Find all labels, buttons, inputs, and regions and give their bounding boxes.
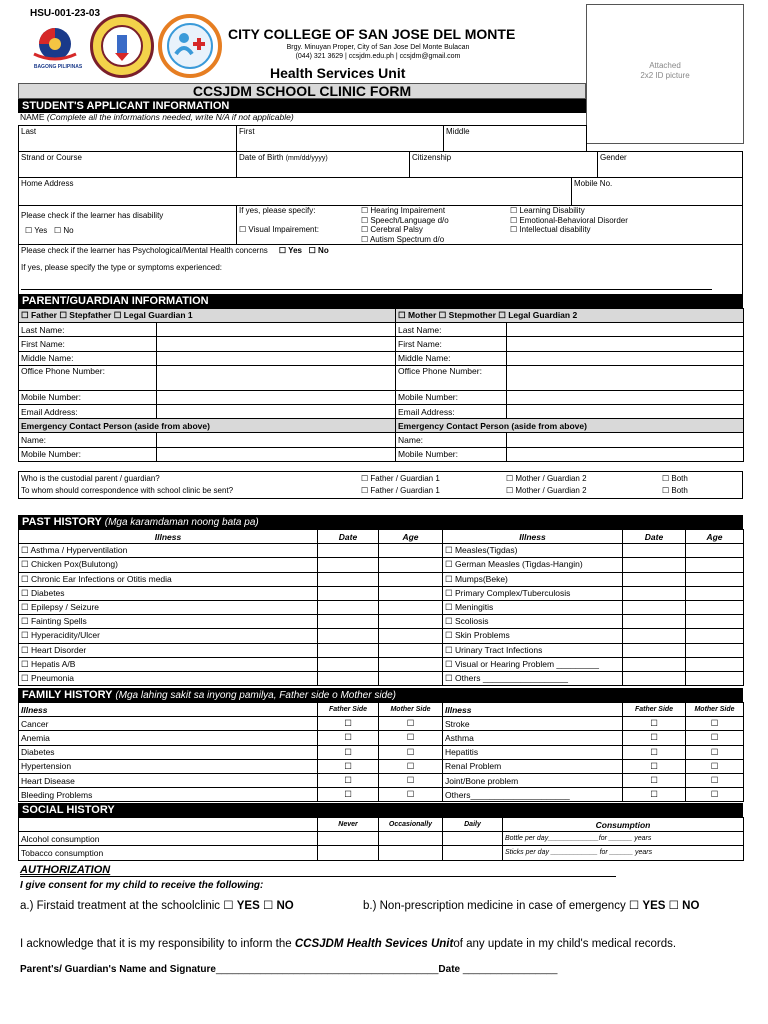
family-illness-left: Anemia: [19, 731, 318, 745]
family-mother-header-left: Mother Side: [379, 703, 443, 717]
mobile-label: Mobile No.: [574, 179, 613, 188]
bagong-pilipinas-logo: [28, 24, 82, 70]
g1-last-input[interactable]: [157, 323, 396, 337]
medicine-yes-checkbox[interactable]: YES: [642, 900, 666, 912]
family-illness-left: Diabetes: [19, 745, 318, 759]
tobacco-never[interactable]: [318, 846, 379, 860]
past-age-left[interactable]: [379, 671, 443, 685]
past-age-left[interactable]: [379, 558, 443, 572]
table-row: [19, 773, 744, 787]
past-date-header-right: Date: [623, 530, 686, 544]
visual-impairment-checkbox[interactable]: ☐ Visual Impairement:: [239, 225, 319, 234]
medicine-no-box[interactable]: ☐: [668, 900, 683, 912]
tobacco-label: Tobacco consumption: [19, 846, 318, 860]
correspondence-question: To whom should correspondence with school clinic be sent?: [21, 486, 234, 495]
table-row: [19, 586, 744, 600]
past-age-right[interactable]: [686, 600, 744, 614]
college-address: Brgy. Minuyan Proper, City of San Jose Del Monte Bulacan: [286, 44, 470, 51]
table-row: [19, 337, 744, 351]
id-picture-box[interactable]: [586, 4, 744, 144]
past-age-right[interactable]: [686, 558, 744, 572]
family-father-checkbox-left[interactable]: ☐: [318, 731, 379, 745]
dob-field[interactable]: [236, 151, 410, 178]
medicine-label: b.) Non-prescription medicine in case of emergency ☐: [363, 900, 643, 912]
past-date-left[interactable]: [318, 572, 379, 586]
em2-name-label: Name:: [396, 433, 507, 447]
social-history-header: SOCIAL HISTORY: [18, 803, 743, 817]
family-father-header-right: Father Side: [623, 703, 686, 717]
past-illness-right[interactable]: ☐ Mumps(Beke): [443, 572, 623, 586]
past-history-head-row: [19, 530, 744, 544]
correspond-mother-checkbox[interactable]: ☐ Mother / Guardian 2: [506, 486, 587, 495]
unit-title: Health Services Unit: [270, 65, 406, 81]
id-picture-label-1: Attached: [649, 61, 681, 70]
table-row: [19, 447, 744, 461]
family-father-checkbox-left[interactable]: ☐: [318, 773, 379, 787]
g2-email-input[interactable]: [507, 404, 744, 418]
consent-statement: I give consent for my child to receive the following:: [20, 880, 264, 891]
social-never-header: Never: [318, 818, 379, 832]
tobacco-consumption[interactable]: Sticks per day ____________ for ______ years: [503, 846, 744, 860]
first-name-label: First: [239, 127, 255, 136]
table-row: [19, 323, 744, 337]
past-date-header-left: Date: [318, 530, 379, 544]
table-row: [19, 629, 744, 643]
past-illness-left[interactable]: ☐ Chicken Pox(Bulutong): [19, 558, 318, 572]
family-history-title: FAMILY HISTORY: [22, 689, 116, 701]
medicine-no-checkbox[interactable]: NO: [682, 900, 700, 912]
g1-office-input[interactable]: [157, 365, 396, 390]
past-date-right[interactable]: [623, 600, 686, 614]
ack-unit-name: CCSJDM Health Sevices Unit: [294, 938, 454, 950]
disability-no-checkbox[interactable]: ☐ No: [53, 226, 74, 235]
custodial-father-checkbox[interactable]: ☐ Father / Guardian 1: [361, 474, 440, 483]
table-row: [19, 433, 744, 447]
alcohol-daily[interactable]: [443, 832, 503, 846]
home-address-field[interactable]: [18, 177, 572, 206]
acknowledgement: [20, 938, 676, 950]
g2-last-label: Last Name:: [396, 323, 507, 337]
family-history-subtitle: (Mga lahing sakit sa inyong pamilya, Father side o Mother side): [115, 690, 397, 701]
family-illness-right: Others_____________________: [443, 788, 623, 802]
past-date-right[interactable]: [623, 558, 686, 572]
past-illness-right[interactable]: ☐ Primary Complex/Tuberculosis: [443, 586, 623, 600]
g1-email-label: Email Address:: [19, 404, 157, 418]
past-illness-right[interactable]: ☐ Skin Problems: [443, 629, 623, 643]
past-date-right[interactable]: [623, 643, 686, 657]
autism-checkbox[interactable]: ☐ Autism Spectrum d/o: [361, 234, 445, 244]
family-mother-checkbox-right[interactable]: ☐: [686, 717, 744, 731]
family-illness-right: Joint/Bone problem: [443, 773, 623, 787]
family-illness-left: Heart Disease: [19, 773, 318, 787]
date-label: Date: [438, 964, 463, 975]
firstaid-no-checkbox[interactable]: NO: [276, 900, 294, 912]
custodial-question: Who is the custodial parent / guardian?: [21, 474, 160, 483]
past-illness-left[interactable]: ☐ Pneumonia: [19, 671, 318, 685]
family-illness-left: Hypertension: [19, 759, 318, 773]
signature-label: Parent's/ Guardian's Name and Signature: [20, 964, 216, 975]
authorization-title: AUTHORIZATION: [20, 864, 616, 877]
table-row: [19, 615, 744, 629]
family-illness-header-left: Illness: [19, 703, 318, 717]
disability-question-cell: [18, 205, 237, 245]
bagong-pilipinas-text: BAGONG PILIPINAS: [33, 64, 83, 70]
g2-email-label: Email Address:: [396, 404, 507, 418]
past-date-right[interactable]: [623, 615, 686, 629]
past-age-left[interactable]: [379, 544, 443, 558]
em1-name-label: Name:: [19, 433, 157, 447]
past-age-right[interactable]: [686, 586, 744, 600]
custodial-cell: [18, 471, 743, 499]
past-date-left[interactable]: [318, 586, 379, 600]
family-father-checkbox-right[interactable]: ☐: [623, 745, 686, 759]
family-illness-right: Hepatitis: [443, 745, 623, 759]
table-row: [19, 365, 744, 390]
alcohol-occasionally[interactable]: [379, 832, 443, 846]
past-age-right[interactable]: [686, 671, 744, 685]
past-illness-right[interactable]: ☐ Meningitis: [443, 600, 623, 614]
table-row: [19, 731, 744, 745]
family-mother-checkbox-right[interactable]: ☐: [686, 731, 744, 745]
social-daily-header: Daily: [443, 818, 503, 832]
past-age-right[interactable]: [686, 615, 744, 629]
past-illness-left[interactable]: ☐ Asthma / Hyperventilation: [19, 544, 318, 558]
college-contact: (044) 321 3629 | ccsjdm.edu.ph | ccsjdm@gmail.com: [295, 53, 461, 60]
custodial-both-checkbox[interactable]: ☐ Both: [662, 474, 688, 483]
past-age-left[interactable]: [379, 615, 443, 629]
past-illness-left[interactable]: ☐ Hyperacidity/Ulcer: [19, 629, 318, 643]
intellectual-checkbox[interactable]: ☐ Intellectual disability: [510, 225, 591, 234]
cerebral-checkbox[interactable]: ☐ Cerebral Palsy: [361, 225, 423, 234]
past-date-right[interactable]: [623, 657, 686, 671]
emotional-checkbox[interactable]: ☐ Emotional-Behavioral Disorder: [510, 215, 628, 225]
family-illness-right: Stroke: [443, 717, 623, 731]
last-name-label: Last: [21, 127, 37, 136]
family-illness-right: Asthma: [443, 731, 623, 745]
correspond-both-checkbox[interactable]: ☐ Both: [662, 486, 688, 495]
speech-checkbox[interactable]: ☐ Speech/Language d/o: [361, 215, 449, 225]
past-illness-left[interactable]: ☐ Diabetes: [19, 586, 318, 600]
family-illness-left: Cancer: [19, 717, 318, 731]
gender-field[interactable]: [597, 151, 743, 178]
past-age-right[interactable]: [686, 629, 744, 643]
family-father-checkbox-right[interactable]: ☐: [623, 717, 686, 731]
table-row: [19, 745, 744, 759]
past-age-right[interactable]: [686, 657, 744, 671]
em2-name-input[interactable]: [507, 433, 744, 447]
emergency-header-row: [19, 419, 744, 433]
family-mother-checkbox-left[interactable]: ☐: [379, 717, 443, 731]
g1-email-input[interactable]: [157, 404, 396, 418]
g2-last-input[interactable]: [507, 323, 744, 337]
family-father-header-left: Father Side: [318, 703, 379, 717]
name-note-label: NAME: [20, 112, 47, 122]
signature-line: [20, 964, 557, 975]
college-seal-icon: [90, 14, 154, 78]
table-row: [19, 657, 744, 671]
custodial-mother-checkbox[interactable]: ☐ Mother / Guardian 2: [506, 474, 587, 483]
firstaid-yes-checkbox[interactable]: YES: [236, 900, 260, 912]
past-illness-right[interactable]: ☐ Others __________________: [443, 671, 623, 685]
g1-middle-input[interactable]: [157, 351, 396, 365]
family-father-checkbox-right[interactable]: ☐: [623, 788, 686, 802]
mental-specify-line[interactable]: [21, 289, 712, 290]
ack-part-1: I acknowledge that it is my responsibility to inform the: [20, 938, 295, 950]
table-row: [19, 351, 744, 365]
g2-mobile-input[interactable]: [507, 390, 744, 404]
family-mother-checkbox-right[interactable]: ☐: [686, 759, 744, 773]
name-note: [20, 112, 294, 122]
disability-question: Please check if the learner has disability: [21, 211, 164, 220]
past-illness-header-right: Illness: [443, 530, 623, 544]
family-mother-checkbox-left[interactable]: ☐: [379, 773, 443, 787]
past-age-right[interactable]: [686, 544, 744, 558]
guardian-2-type[interactable]: ☐ Mother ☐ Stepmother ☐ Legal Guardian 2: [396, 309, 744, 323]
home-address-label: Home Address: [21, 179, 74, 188]
table-row: [19, 832, 744, 846]
first-name-field[interactable]: [236, 125, 444, 152]
family-father-checkbox-left[interactable]: ☐: [318, 759, 379, 773]
table-row: [19, 572, 744, 586]
g1-first-label: First Name:: [19, 337, 157, 351]
family-mother-checkbox-right[interactable]: ☐: [686, 788, 744, 802]
alcohol-consumption[interactable]: Bottle per day_____________for ______ years: [503, 832, 744, 846]
past-age-right[interactable]: [686, 572, 744, 586]
past-illness-right[interactable]: ☐ Visual or Hearing Problem _________: [443, 657, 623, 671]
past-age-left[interactable]: [379, 629, 443, 643]
past-date-left[interactable]: [318, 657, 379, 671]
past-date-left[interactable]: [318, 558, 379, 572]
tobacco-occasionally[interactable]: [379, 846, 443, 860]
table-row: [19, 846, 744, 860]
past-age-left[interactable]: [379, 600, 443, 614]
past-date-right[interactable]: [623, 671, 686, 685]
past-illness-right[interactable]: ☐ Scoliosis: [443, 615, 623, 629]
family-mother-checkbox-left[interactable]: ☐: [379, 731, 443, 745]
past-illness-left[interactable]: ☐ Fainting Spells: [19, 615, 318, 629]
family-father-checkbox-right[interactable]: ☐: [623, 731, 686, 745]
social-consumption-header: Consumption: [503, 818, 744, 832]
guardian-type-row: [19, 309, 744, 323]
family-mother-checkbox-right[interactable]: ☐: [686, 773, 744, 787]
g2-office-label: Office Phone Number:: [396, 365, 507, 390]
past-illness-left[interactable]: ☐ Heart Disorder: [19, 643, 318, 657]
g1-first-input[interactable]: [157, 337, 396, 351]
past-illness-right[interactable]: ☐ German Measles (Tigdas-Hangin): [443, 558, 623, 572]
social-occasionally-header: Occasionally: [379, 818, 443, 832]
past-date-left[interactable]: [318, 643, 379, 657]
date-input[interactable]: _________________: [462, 964, 558, 975]
emergency-1-header: Emergency Contact Person (aside from above): [19, 419, 396, 433]
family-father-checkbox-left[interactable]: ☐: [318, 788, 379, 802]
dob-format: (mm/dd/yyyy): [285, 155, 328, 162]
past-illness-left[interactable]: ☐ Chronic Ear Infections or Otitis media: [19, 572, 318, 586]
past-date-right[interactable]: [623, 629, 686, 643]
past-age-header-right: Age: [686, 530, 744, 544]
past-date-right[interactable]: [623, 572, 686, 586]
past-history-title: PAST HISTORY: [22, 516, 105, 528]
past-age-left[interactable]: [379, 586, 443, 600]
student-section-header: STUDENT'S APPLICANT INFORMATION: [18, 99, 586, 113]
past-date-left[interactable]: [318, 671, 379, 685]
ack-part-2: of any update in my child's medical records.: [453, 938, 677, 950]
table-row: [19, 717, 744, 731]
form-code: HSU-001-23-03: [30, 8, 101, 19]
past-date-right[interactable]: [623, 544, 686, 558]
past-illness-left[interactable]: ☐ Epilepsy / Seizure: [19, 600, 318, 614]
alcohol-label: Alcohol consumption: [19, 832, 318, 846]
past-history-subtitle: (Mga karamdaman noong bata pa): [104, 517, 259, 528]
signature-input[interactable]: ________________________________________: [215, 964, 439, 975]
citizenship-field[interactable]: [409, 151, 598, 178]
past-age-header-left: Age: [379, 530, 443, 544]
family-father-checkbox-right[interactable]: ☐: [623, 773, 686, 787]
family-father-checkbox-left[interactable]: ☐: [318, 745, 379, 759]
family-mother-checkbox-left[interactable]: ☐: [379, 788, 443, 802]
past-date-left[interactable]: [318, 544, 379, 558]
past-age-left[interactable]: [379, 572, 443, 586]
guardian-section-header: PARENT/GUARDIAN INFORMATION: [18, 294, 743, 308]
g1-middle-label: Middle Name:: [19, 351, 157, 365]
gender-label: Gender: [600, 153, 627, 162]
em2-mobile-input[interactable]: [507, 447, 744, 461]
family-mother-header-right: Mother Side: [686, 703, 744, 717]
mental-specify-label: If yes, please specify the type or symptoms experienced:: [21, 263, 222, 272]
college-name: CITY COLLEGE OF SAN JOSE DEL MONTE: [228, 26, 516, 42]
firstaid-no-box[interactable]: ☐: [262, 900, 277, 912]
middle-name-field[interactable]: [443, 125, 587, 152]
family-illness-header-right: Illness: [443, 703, 623, 717]
family-history-table: [18, 702, 744, 802]
past-date-right[interactable]: [623, 586, 686, 600]
g2-mobile-label: Mobile Number:: [396, 390, 507, 404]
table-row: [19, 544, 744, 558]
g1-mobile-label: Mobile Number:: [19, 390, 157, 404]
table-row: [19, 404, 744, 418]
mental-yes-checkbox[interactable]: ☐ Yes: [278, 246, 302, 255]
table-row: [19, 759, 744, 773]
past-age-right[interactable]: [686, 643, 744, 657]
emergency-2-header: Emergency Contact Person (aside from above): [396, 419, 744, 433]
g2-office-input[interactable]: [507, 365, 744, 390]
name-note-instruction: (Complete all the informations needed, write N/A if not applicable): [46, 112, 294, 122]
mental-no-checkbox[interactable]: ☐ No: [308, 246, 329, 255]
family-father-checkbox-left[interactable]: ☐: [318, 717, 379, 731]
disability-yes-checkbox[interactable]: ☐ Yes: [25, 226, 48, 235]
health-unit-seal-icon: [158, 14, 222, 78]
correspond-father-checkbox[interactable]: ☐ Father / Guardian 1: [361, 486, 440, 495]
social-blank-header: [19, 818, 318, 832]
past-age-left[interactable]: [379, 657, 443, 671]
g1-office-label: Office Phone Number:: [19, 365, 157, 390]
past-date-left[interactable]: [318, 615, 379, 629]
g1-mobile-input[interactable]: [157, 390, 396, 404]
past-history-table: [18, 529, 744, 686]
family-illness-left: Bleeding Problems: [19, 788, 318, 802]
tobacco-daily[interactable]: [443, 846, 503, 860]
past-illness-right[interactable]: ☐ Urinary Tract Infections: [443, 643, 623, 657]
strand-label: Strand or Course: [21, 153, 82, 162]
hearing-checkbox[interactable]: ☐ Hearing Impairement: [361, 206, 446, 215]
past-age-left[interactable]: [379, 643, 443, 657]
g2-first-input[interactable]: [507, 337, 744, 351]
form-title: CCSJDM SCHOOL CLINIC FORM: [18, 83, 586, 99]
disability-specify-cell: [236, 205, 743, 245]
table-row: [19, 671, 744, 685]
social-head-row: [19, 818, 744, 832]
medicine-consent: [363, 898, 699, 912]
mental-health-question: Please check if the learner has Psychological/Mental Health concerns: [21, 246, 268, 255]
guardian-table: [18, 308, 744, 462]
table-row: [19, 600, 744, 614]
g1-last-label: Last Name:: [19, 323, 157, 337]
family-mother-checkbox-left[interactable]: ☐: [379, 759, 443, 773]
family-illness-right: Renal Problem: [443, 759, 623, 773]
past-illness-right[interactable]: ☐ Measles(Tigdas): [443, 544, 623, 558]
table-row: [19, 558, 744, 572]
family-mother-checkbox-right[interactable]: ☐: [686, 745, 744, 759]
past-date-left[interactable]: [318, 629, 379, 643]
firstaid-consent: [20, 898, 294, 912]
middle-name-label: Middle: [446, 127, 470, 136]
social-history-table: [18, 817, 744, 861]
dob-label: Date of Birth: [239, 153, 286, 162]
past-illness-left[interactable]: ☐ Hepatis A/B: [19, 657, 318, 671]
family-history-header: [18, 688, 743, 702]
strand-field[interactable]: [18, 151, 237, 178]
alcohol-never[interactable]: [318, 832, 379, 846]
em1-mobile-label: Mobile Number:: [19, 447, 157, 461]
if-yes-specify: If yes, please specify:: [239, 206, 316, 215]
family-mother-checkbox-left[interactable]: ☐: [379, 745, 443, 759]
g2-middle-label: Middle Name:: [396, 351, 507, 365]
past-history-header: [18, 515, 743, 529]
mental-health-cell: [18, 244, 743, 296]
g2-middle-input[interactable]: [507, 351, 744, 365]
em1-mobile-input[interactable]: [157, 447, 396, 461]
last-name-field[interactable]: [18, 125, 237, 152]
id-picture-label-2: 2x2 ID picture: [640, 71, 690, 80]
family-history-head-row: [19, 703, 744, 717]
em2-mobile-label: Mobile Number:: [396, 447, 507, 461]
guardian-1-type[interactable]: ☐ Father ☐ Stepfather ☐ Legal Guardian 1: [19, 309, 396, 323]
past-illness-header-left: Illness: [19, 530, 318, 544]
firstaid-label: a.) Firstaid treatment at the schoolclinic ☐: [20, 900, 237, 912]
em1-name-input[interactable]: [157, 433, 396, 447]
table-row: [19, 390, 744, 404]
table-row: [19, 643, 744, 657]
mobile-field[interactable]: [571, 177, 743, 206]
past-date-left[interactable]: [318, 600, 379, 614]
g2-first-label: First Name:: [396, 337, 507, 351]
learning-checkbox[interactable]: ☐ Learning Disability: [510, 206, 585, 215]
family-father-checkbox-right[interactable]: ☐: [623, 759, 686, 773]
table-row: [19, 788, 744, 802]
citizenship-label: Citizenship: [412, 153, 452, 162]
